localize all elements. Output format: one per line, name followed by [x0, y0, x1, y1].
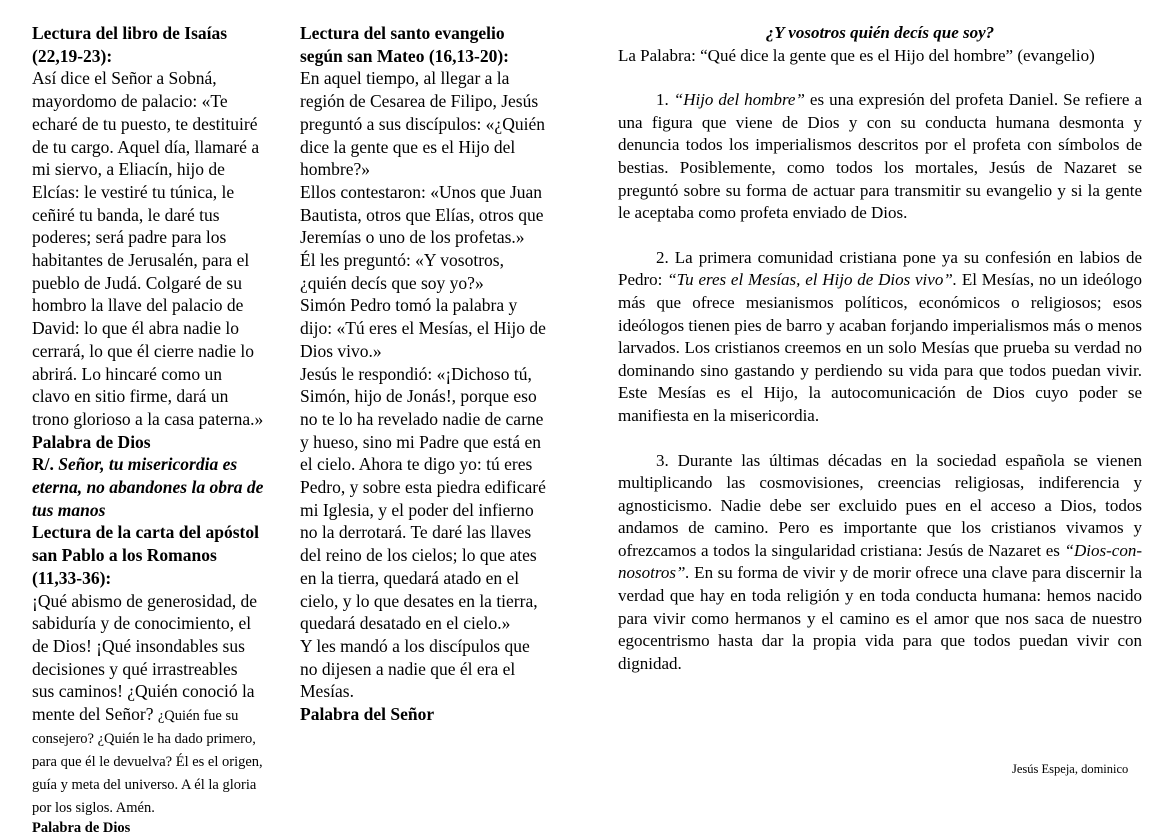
romanos-text: ¡Qué abismo de generosidad, de sabiduría y de conocimiento, el de Dios! ¡Qué insondables sus decisiones y qué irrastreables sus caminos! ¿Quién conoció la mente del Señor? [32, 590, 257, 725]
gospel-column [300, 22, 550, 726]
intro-text: : “Qué dice la gente que es el Hijo del hombre” (evangelio) [691, 45, 1095, 65]
point-quote: “Hijo del hombre” [673, 90, 805, 110]
gospel-paragraph: Y les mandó a los discípulos que no dijesen a nadie que él era el Mesías. [300, 635, 530, 702]
gospel-closing: Palabra del Señor [300, 704, 435, 725]
point-text: 3. Durante las últimas décadas en la sociedad española se vienen multiplicando las cosmovisiones, creencias religiosas, indiferencia y agnosticismo. Nadie debe ser excluido pues en el acceso a Dios, todos andamos de camino. Pero es importante que los cristianos vivamos y ofrezcamos a todos la singularidad cristiana: Jesús de Nazaret es [618, 450, 1142, 560]
psalm-response [32, 453, 264, 521]
readings-column-left [32, 22, 264, 838]
gospel-title: Lectura del santo evangelio según san Mateo (16,13-20): [300, 23, 510, 66]
point-quote: “Tu eres el Mesías, el Hijo de Dios vivo”. [667, 270, 958, 290]
commentary-intro [618, 45, 1142, 68]
gospel-paragraph: Ellos contestaron: «Unos que Juan Bautista, otros que Elías, otros que Jeremías o uno de los profetas.» [300, 181, 544, 248]
gospel-paragraph: En aquel tiempo, al llegar a la región de Cesarea de Filipo, Jesús preguntó a sus discípulos: «¿Quién dice la gente que es el Hijo del hombre?» [300, 68, 545, 180]
point-quote: “Dios-con-nosotros”. [618, 540, 1142, 583]
point-text: es una expresión del profeta Daniel. Se refiere a una figura que viene de Dios y con su conducta humana desmonta y denuncia todos los imperialismos descritos por el profeta con símbolos de bestias. Posiblemente, como todos los mortales, Jesús de Nazaret se preguntó sobre su forma de actuar para transmitir su evangelio y si la gente le aceptaba como profeta enviado de Dios. [618, 90, 1142, 223]
gospel-paragraph: Simón Pedro tomó la palabra y dijo: «Tú eres el Mesías, el Hijo de Dios vivo.» [300, 295, 546, 361]
gospel-paragraph: Él les preguntó: «Y vosotros, ¿quién decís que soy yo?» [300, 250, 504, 293]
romanos-closing: Palabra de Dios [32, 820, 131, 837]
commentary-point-1 [618, 89, 1142, 225]
point-text: 2. La primera comunidad cristiana pone ya su confesión en labios de Pedro: [618, 247, 1142, 290]
point-text: El Mesías, no un ideólogo más que ofrece mesianismos políticos, económicos o religiosos; esos ideólogos tienen pies de barro y acaban forjando imperialismos más o menos larvados. Los cristianos creemos en un solo Mesías que prueba su verdad no dominando sino gastando y perdiendo su vida para que todos puedan vivir. Este Mesías es el Hijo, la autocomunicación de Dios cuyo poder se manifiesta en la misericordia. [618, 270, 1143, 425]
psalm-text: Señor, tu misericordia es eterna, no abandones la obra de tus manos [32, 454, 264, 520]
gospel-paragraph: Jesús le respondió: «¡Dichoso tú, Simón, hijo de Jonás!, porque eso no te lo ha revelado nadie de carne y hueso, sino mi Padre que está en el cielo. Ahora te digo yo: tú eres Pedro, y sobre esta piedra edificaré mi Iglesia, y el poder del infierno no la derrotará. Te daré las llaves del reino de los cielos; lo que ates en la tierra, quedará atado en el cielo, y lo que desates en la tierra, quedará desatado en el cielo.» [300, 363, 546, 634]
romanos-text-small: ¿Quién fue su consejero? ¿Quién le ha dado primero, para que él le devuelva? Él es el origen, guía y meta del universo. A él la gloria por los siglos. Amén. [32, 708, 263, 817]
point-text: En su forma de vivir y de morir ofrece una clave para discernir la verdad que hay en toda religión y en toda conducta humana: hemos nacido para vivir como hermanos y el camino es el amor que nos saca de nuestro egocentrismo hasta dar la propia vida para que todos puedan vivir con dignidad. [618, 563, 1142, 673]
author-signature: Jesús Espeja, dominico [1012, 762, 1129, 776]
commentary-point-2 [618, 247, 1142, 428]
commentary-title: ¿Y vosotros quién decís que soy? [765, 23, 995, 42]
intro-label: La Palabra [618, 45, 692, 65]
commentary-point-3 [618, 450, 1142, 676]
isaias-text: Así dice el Señor a Sobná, mayordomo de palacio: «Te echaré de tu puesto, te destituiré de tu cargo. Aquel día, llamaré a mi siervo, a Eliacín, hijo de Elcías: le vestiré tu túnica, le ceñiré tu banda, le daré tus poderes; será padre para los habitantes de Jerusalén, para el pueblo de Judá. Colgaré de su hombro la llave del palacio de David: lo que él abra nadie lo cerrará, lo que él cierre nadie lo abrirá. Lo hincaré como un clavo en sitio firme, dará un trono glorioso a la casa paterna.» [32, 68, 264, 429]
commentary-column [618, 22, 1142, 675]
point-number: 1. [656, 90, 669, 110]
isaias-title: Lectura del libro de Isaías (22,19-23): [32, 23, 228, 66]
isaias-closing: Palabra de Dios [32, 431, 151, 452]
romanos-title: Lectura de la carta del apóstol san Pablo a los Romanos (11,33-36): [32, 522, 259, 588]
psalm-label: R/. [32, 454, 54, 475]
